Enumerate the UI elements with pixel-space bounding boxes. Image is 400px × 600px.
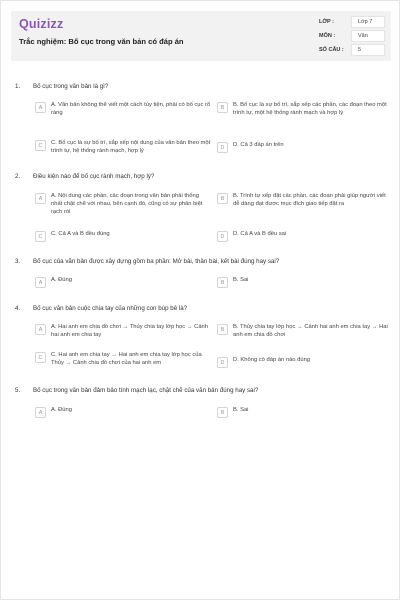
meta-row-count [319, 43, 385, 57]
question-text: Điều kiện nào để bố cục rành mạch, hợp lý? [33, 172, 155, 180]
option-letter: B [217, 277, 228, 288]
question-4 [15, 303, 391, 313]
option-letter: B [217, 407, 228, 418]
option-text: C. Hai anh em chia tay → Hai anh em chia tay lớp học của Thủy → Cảnh chia đồ chơi của hai anh em [51, 352, 202, 366]
option-2b[interactable] [217, 192, 393, 208]
option-5b[interactable] [217, 406, 393, 418]
option-letter: D [217, 357, 228, 368]
option-letter: D [217, 231, 228, 242]
option-text: A. Đúng [51, 407, 72, 413]
question-5 [15, 385, 391, 395]
question-number: 5. [15, 386, 21, 394]
meta-value: Lớp 7 [351, 16, 385, 28]
option-text: B. Sai [233, 407, 249, 413]
meta-row-grade [319, 15, 385, 29]
option-text: B. Trình tự xếp đặt các phần, các đoạn phải giúp người viết dễ dàng đạt được mục đích giao tiếp đặt ra [233, 193, 386, 207]
option-1c[interactable] [35, 139, 211, 155]
option-3a[interactable] [35, 276, 211, 288]
option-5a[interactable] [35, 406, 211, 418]
option-text: D. Cả 3 đáp án trên [233, 142, 284, 148]
option-2a[interactable] [35, 192, 211, 216]
quizizz-logo: Quizizz [19, 17, 64, 31]
meta-label: SỐ CÂU : [319, 47, 344, 53]
option-letter: B [217, 193, 228, 204]
option-4b[interactable] [217, 323, 393, 339]
meta-value: Văn [351, 30, 385, 42]
question-text: Bố cục văn bản cuộc chia tay của những con búp bê là? [33, 304, 188, 312]
meta-row-subject [319, 29, 385, 43]
meta-label: LỚP : [319, 19, 334, 25]
worksheet-header [11, 11, 391, 61]
option-1d[interactable] [217, 141, 393, 153]
option-4a[interactable] [35, 323, 211, 339]
option-letter: C [35, 231, 46, 242]
option-4d[interactable] [217, 356, 393, 368]
option-2d[interactable] [217, 230, 393, 242]
question-number: 3. [15, 257, 21, 265]
option-text: D. Không có đáp án nào đúng [233, 357, 311, 363]
option-letter: B [217, 324, 228, 335]
option-letter: A [35, 324, 46, 335]
meta-value: 5 [351, 44, 385, 56]
option-text: B. Bố cục là sự bố trí, sắp xếp các phần, các đoạn theo một trình tự, một hệ thống rành mạch và hợp lý [233, 102, 387, 116]
question-number: 1. [15, 82, 21, 90]
option-text: C. Bố cục là sự bố trí, sắp xếp nội dung của văn bản theo một trình tự, hệ thống rành mạch, hợp lý [51, 140, 211, 154]
question-number: 4. [15, 304, 21, 312]
option-letter: A [35, 277, 46, 288]
option-letter: B [217, 102, 228, 113]
option-text: A. Nội dung các phần, các đoạn trong văn bản phải thống nhất chặt chẽ với nhau, bên cạnh đó, cũng có sự phân biệt rạch ròi [51, 193, 203, 215]
question-1 [15, 81, 391, 91]
option-text: B. Sai [233, 277, 249, 283]
option-2c[interactable] [35, 230, 211, 242]
question-2 [15, 171, 391, 181]
option-text: A. Văn bản không thể viết một cách tùy tiện, phải có bố cục rõ ràng [51, 102, 211, 116]
option-text: B. Thủy chia tay lớp học → Cảnh hai anh em chia tay → Hai anh em chia đồ chơi [233, 324, 388, 338]
option-letter: A [35, 102, 46, 113]
option-4c[interactable] [35, 351, 211, 367]
option-1b[interactable] [217, 101, 393, 117]
option-text: A. Hai anh em chia đồ chơi → Thủy chia tay lớp học → Cảnh hai anh em chia tay [51, 324, 209, 338]
question-3 [15, 256, 391, 266]
question-text: Bố cục trong văn bản là gì? [33, 82, 109, 90]
worksheet-title: Trắc nghiệm: Bố cục trong văn bản có đáp án [19, 37, 184, 46]
option-1a[interactable] [35, 101, 211, 117]
question-text: Bố cục của văn bản được xây dựng gồm ba phần: Mở bài, thân bài, kết bài đúng hay sai? [33, 257, 280, 265]
option-3b[interactable] [217, 276, 393, 288]
option-text: D. Cả A và B đều sai [233, 231, 287, 237]
option-text: C. Cả A và B đều đúng [51, 231, 110, 237]
meta-label: MÔN : [319, 33, 336, 39]
option-letter: A [35, 407, 46, 418]
option-letter: C [35, 352, 46, 363]
option-text: A. Đúng [51, 277, 72, 283]
question-number: 2. [15, 172, 21, 180]
question-text: Bố cục trong văn bản đảm bảo tính mạch lạc, chặt chẽ của văn bản đúng hay sai? [33, 386, 259, 394]
option-letter: C [35, 140, 46, 151]
option-letter: D [217, 142, 228, 153]
option-letter: A [35, 193, 46, 204]
worksheet-meta [319, 15, 385, 57]
